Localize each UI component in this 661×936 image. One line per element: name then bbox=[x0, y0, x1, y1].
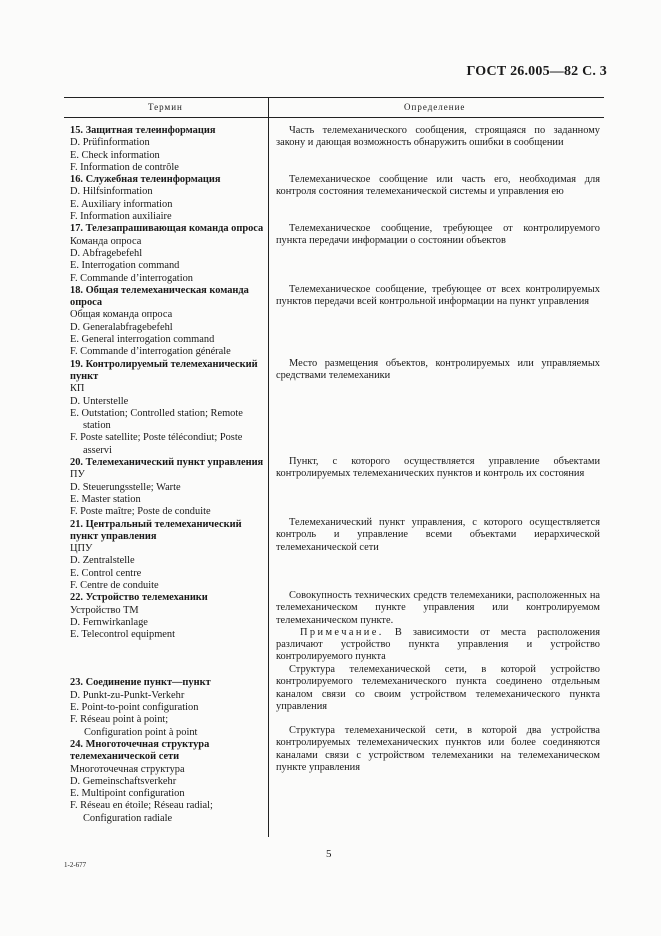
term-title: 20. Телемеханический пункт управления bbox=[70, 457, 264, 469]
term-synonym: Команда опроса bbox=[70, 235, 142, 247]
definition-text: Телемеханическое сообщение или часть его, необходимая для контроля состояния телемеханической системы и управления ею bbox=[276, 174, 600, 198]
term-fr: F. Information auxiliaire bbox=[70, 211, 172, 223]
term-en: E. Master station bbox=[70, 493, 141, 505]
column-header-definition: Определение bbox=[404, 102, 466, 112]
term-de: D. Gemeinschaftsverkehr bbox=[70, 775, 177, 787]
term-16 bbox=[70, 174, 266, 223]
note-label: Примечание. bbox=[300, 626, 384, 638]
term-21 bbox=[70, 519, 266, 593]
definition-text: Пункт, с которого осуществляется управление объектами контролируемых телемеханических пунктов и контроль их состояния bbox=[276, 456, 600, 480]
table-top-rule bbox=[64, 97, 604, 98]
term-24 bbox=[70, 739, 266, 825]
term-15 bbox=[70, 125, 266, 174]
definition-text: Часть телемеханического сообщения, строящаяся по заданному закону и дающая возможность обнаружить ошибки в сообщении bbox=[276, 125, 600, 149]
definition-17 bbox=[276, 223, 600, 248]
definition-22 bbox=[276, 590, 600, 664]
term-title: 18. Общая телемеханическая команда опроса bbox=[70, 284, 249, 309]
definition-text: Место размещения объектов, контролируемых или управляемых средствами телемеханики bbox=[276, 358, 600, 382]
definition-19 bbox=[276, 358, 600, 383]
term-title: 23. Соединение пункт—пункт bbox=[70, 677, 211, 689]
definition-text: Структура телемеханической сети, в которой два устройства контролируемых телемеханических пунктов или более соединяются каналами связи с устройством телемеханики на телемеханическом пункте управления bbox=[276, 725, 600, 773]
term-en: E. Auxiliary information bbox=[70, 198, 173, 210]
table-header-rule bbox=[64, 117, 604, 118]
term-synonym: Многоточечная структура bbox=[70, 763, 185, 775]
term-20 bbox=[70, 457, 266, 518]
term-19 bbox=[70, 359, 266, 457]
term-fr: F. Poste satellite; Poste télécondiut; Poste asservi bbox=[70, 432, 243, 456]
term-en: E. Control centre bbox=[70, 567, 142, 579]
term-de: D. Fernwirkanlage bbox=[70, 616, 148, 628]
term-synonym: Общая команда опроса bbox=[70, 309, 173, 321]
column-header-term: Термин bbox=[148, 102, 183, 112]
definition-21 bbox=[276, 517, 600, 554]
definition-text: Телемеханическое сообщение, требующее от контролируемого пункта передачи информации о состоянии объектов bbox=[276, 223, 600, 247]
definition-text: Совокупность технических средств телемеханики, расположенных на телемеханическом пункте управления или контролируемом телемеханическом пункте. bbox=[276, 590, 600, 626]
term-fr-alt: Configuration point à point bbox=[84, 726, 198, 738]
term-synonym: Устройство ТМ bbox=[70, 604, 139, 616]
term-fr: F. Commande d’interrogation générale bbox=[70, 346, 231, 358]
column-divider bbox=[268, 97, 269, 837]
term-en: E. Interrogation command bbox=[70, 260, 180, 272]
term-title: 22. Устройство телемеханики bbox=[70, 592, 208, 604]
document-header: ГОСТ 26.005—82 С. 3 bbox=[466, 64, 607, 79]
term-23 bbox=[70, 677, 266, 738]
terms-column bbox=[70, 125, 266, 825]
note-text: В зависимости от места расположения различают устройство пункта управления и устройство контролируемого пункта bbox=[276, 626, 600, 663]
definition-23 bbox=[276, 664, 600, 713]
definition-16 bbox=[276, 174, 600, 199]
term-fr: F. Poste maître; Poste de conduite bbox=[70, 506, 211, 518]
term-fr: F. Centre de conduite bbox=[70, 579, 159, 591]
term-de: D. Punkt-zu-Punkt-Verkehr bbox=[70, 689, 185, 701]
term-en: E. Point-to-point configuration bbox=[70, 702, 199, 714]
term-title: 21. Центральный телемеханический пункт управления bbox=[70, 518, 242, 542]
term-22 bbox=[70, 592, 266, 641]
term-abbr: ЦПУ bbox=[70, 543, 93, 555]
term-en: E. Telecontrol equipment bbox=[70, 629, 175, 641]
term-abbr: КП bbox=[70, 383, 85, 395]
definition-18 bbox=[276, 284, 600, 309]
term-fr: F. Information de contrôle bbox=[70, 161, 179, 173]
term-de: D. Hilfsinformation bbox=[70, 186, 153, 198]
definition-text: Телемеханическое сообщение, требующее от всех контролируемых пунктов передачи всей контрольной информации на пункт управления bbox=[276, 284, 600, 308]
print-code: 1-2-677 bbox=[64, 861, 87, 869]
term-18 bbox=[70, 285, 266, 359]
term-17 bbox=[70, 223, 266, 284]
term-de: D. Unterstelle bbox=[70, 395, 129, 407]
term-de: D. Zentralstelle bbox=[70, 555, 135, 567]
term-fr: F. Réseau en étoile; Réseau radial; Configuration radiale bbox=[70, 800, 213, 824]
term-en: E. Check information bbox=[70, 149, 160, 161]
term-en: E. General interrogation command bbox=[70, 334, 215, 346]
definition-text: Структура телемеханической сети, в которой устройство контролируемого телемеханического пункта соединено отдельным каналом связи со своим устройством телемеханического пункта управления bbox=[276, 664, 600, 712]
term-title: 15. Защитная телеинформация bbox=[70, 125, 216, 136]
term-de: D. Generalabfragebefehl bbox=[70, 321, 173, 333]
term-de: D. Prüfinformation bbox=[70, 137, 150, 149]
term-abbr: ПУ bbox=[70, 469, 85, 481]
term-title: 24. Многоточечная структура телемеханической сети bbox=[70, 738, 210, 763]
note bbox=[276, 627, 600, 664]
definition-20 bbox=[276, 456, 600, 481]
term-de: D. Abfragebefehl bbox=[70, 247, 143, 259]
definition-24 bbox=[276, 725, 600, 774]
page-number: 5 bbox=[326, 848, 332, 860]
term-fr: F. Réseau point à point; bbox=[70, 714, 169, 726]
term-title: 16. Служебная телеинформация bbox=[70, 174, 221, 186]
term-en: E. Multipoint configuration bbox=[70, 788, 185, 800]
definition-text: Телемеханический пункт управления, с которого осуществляется контроль и управление всеми объектами иерархической телемеханической сети bbox=[276, 517, 600, 553]
term-fr: F. Commande d’interrogation bbox=[70, 272, 193, 284]
term-title: 19. Контролируемый телемеханический пункт bbox=[70, 358, 258, 382]
term-title: 17. Телезапрашивающая команда опроса bbox=[70, 223, 264, 235]
term-de: D. Steuerungsstelle; Warte bbox=[70, 481, 181, 493]
term-en: E. Outstation; Controlled station; Remote station bbox=[70, 407, 243, 432]
definition-15 bbox=[276, 125, 600, 150]
